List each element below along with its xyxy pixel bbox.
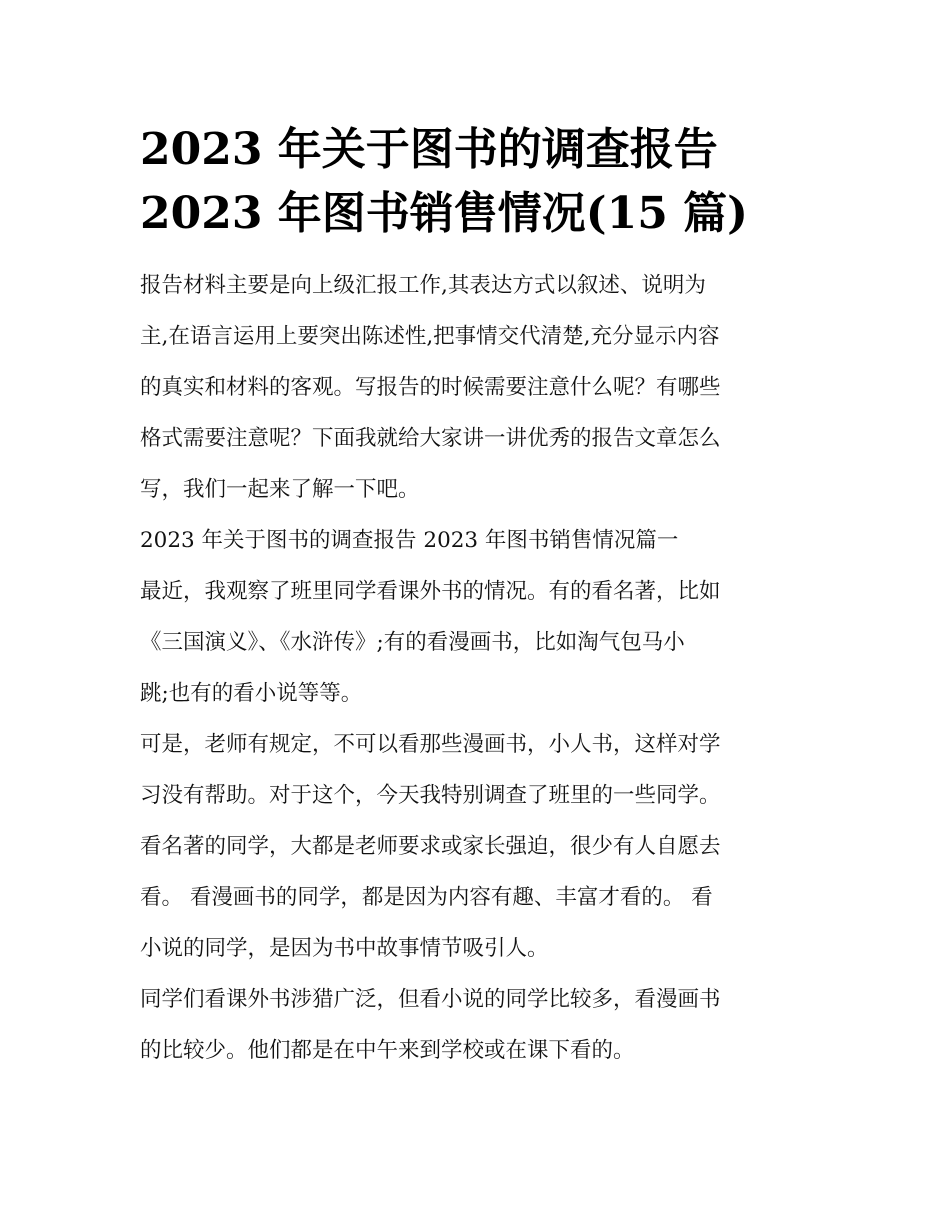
paragraph-line: 同学们看课外书涉猎广泛，但看小说的同学比较多，看漫画书 [140,987,721,1012]
intro-line: 写，我们一起来了解一下吧。 [140,477,420,502]
paragraph-line: 看。 看漫画书的同学，都是因为内容有趣、丰富才看的。 看 [140,885,713,910]
title-line-1: 2023 年关于图书的调查报告 [140,124,718,175]
document-page [140,118,815,1076]
paragraph-line: 小说的同学，是因为书中故事情节吸引人。 [140,936,549,961]
paragraph-line: 可是，老师有规定，不可以看那些漫画书，小人书，这样对学 [140,732,721,757]
paragraph-line: 的比较少。他们都是在中午来到学校或在课下看的。 [140,1038,635,1063]
body-paragraph-1 [140,566,815,719]
paragraph-line: 习没有帮助。对于这个，今天我特别调查了班里的一些同学。 [140,783,721,808]
section-heading: 2023 年关于图书的调查报告 2023 年图书销售情况篇一 [140,528,679,553]
document-title [140,118,815,246]
intro-line: 报告材料主要是向上级汇报工作,其表达方式以叙述、说明为 [140,273,706,298]
paragraph-line: 跳;也有的看小说等等。 [140,681,363,706]
paragraph-line: 最近，我观察了班里同学看课外书的情况。有的看名著，比如 [140,579,721,604]
intro-line: 的真实和材料的客观。写报告的时候需要注意什么呢？有哪些 [140,375,721,400]
intro-line: 主,在语言运用上要突出陈述性,把事情交代清楚,充分显示内容 [140,324,720,349]
document-body [140,260,815,1076]
body-paragraph-3 [140,974,815,1076]
paragraph-line: 看名著的同学，大都是老师要求或家长强迫，很少有人自愿去 [140,834,721,859]
title-line-2: 2023 年图书销售情况(15 篇) [140,188,748,239]
intro-paragraph [140,260,815,515]
body-paragraph-2 [140,719,815,974]
paragraph-line: 《三国演义》、《水浒传》;有的看漫画书，比如淘气包马小 [140,630,685,655]
intro-line: 格式需要注意呢？下面我就给大家讲一讲优秀的报告文章怎么 [140,426,721,451]
